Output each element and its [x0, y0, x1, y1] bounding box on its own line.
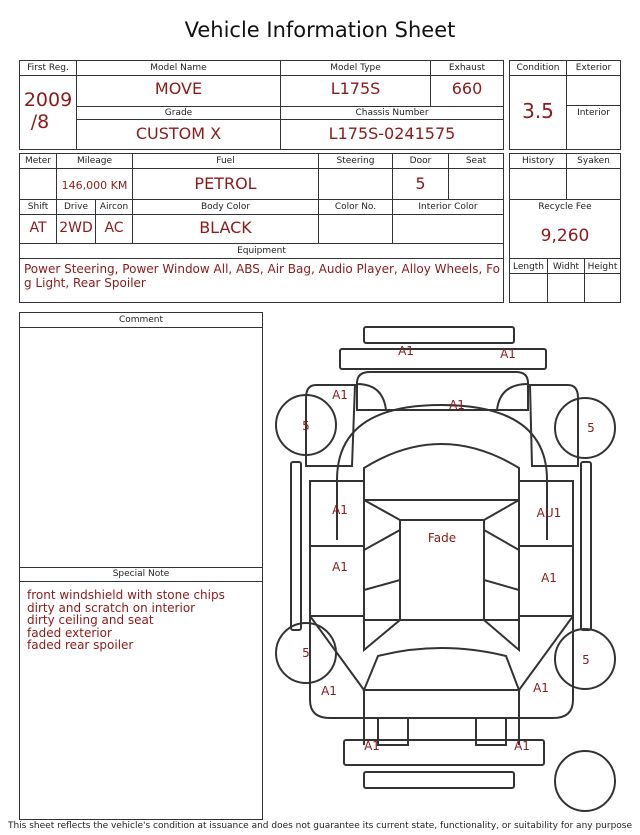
model-name-value: MOVE — [154, 79, 203, 98]
chassis-value: L175S-0241575 — [328, 124, 456, 143]
interior-label: Interior — [577, 108, 610, 118]
comment-panel — [19, 312, 263, 820]
grade-label: Grade — [164, 108, 193, 118]
mark-rear-quarter-right: A1 — [533, 681, 549, 695]
history-label: History — [521, 156, 555, 166]
mileage-label: Mileage — [76, 156, 113, 166]
model-name-label: Model Name — [150, 63, 207, 73]
model-type-value: L175S — [330, 79, 381, 98]
exterior-label: Exterior — [575, 63, 612, 73]
aircon-value: AC — [104, 220, 124, 236]
steering-label: Steering — [336, 156, 375, 166]
history-table — [509, 153, 621, 303]
body-color-value: BLACK — [199, 218, 252, 237]
sheet-title: Vehicle Information Sheet — [184, 18, 456, 42]
comment-label: Comment — [118, 315, 164, 325]
special-note-item: faded rear spoiler — [27, 638, 134, 652]
meter-label: Meter — [24, 156, 52, 166]
special-note-item: dirty and scratch on interior — [27, 600, 196, 615]
door-value: 5 — [415, 174, 426, 193]
mark-rear-bumper-right: A1 — [514, 739, 530, 753]
spec-table — [19, 153, 504, 303]
car-damage-diagram — [262, 320, 640, 820]
special-note-item: faded exterior — [27, 625, 112, 640]
mark-roof: Fade — [427, 531, 457, 545]
mark-front-door-right: AU1 — [536, 506, 562, 520]
mark-hood-left: A1 — [332, 388, 348, 402]
seat-label: Seat — [465, 156, 487, 166]
mark-tire-front-left: 5 — [302, 419, 310, 433]
body-color-label: Body Color — [200, 202, 251, 212]
recycle-fee-value: 9,260 — [540, 226, 590, 246]
equipment-value: Power Steering, Power Window All, ABS, Air Bag, Audio Player, Alloy Wheels, Fog Light, Rear Spoiler — [24, 262, 500, 290]
mileage-value: 146,000 KM — [61, 179, 128, 192]
special-note-item: dirty ceiling and seat — [27, 613, 154, 627]
aircon-label: Aircon — [99, 202, 129, 212]
exhaust-value: 660 — [451, 79, 483, 98]
height-label: Height — [587, 262, 618, 272]
syaken-label: Syaken — [577, 156, 610, 166]
first-reg-month: /8 — [30, 111, 50, 133]
first-reg-year: 2009 — [23, 89, 73, 111]
length-label: Length — [512, 262, 545, 272]
equipment-label: Equipment — [237, 246, 286, 256]
mark-rear-bumper-left: A1 — [364, 739, 380, 753]
interior-color-label: Interior Color — [418, 202, 478, 212]
mark-front-door-left: A1 — [332, 503, 348, 517]
width-label: Widht — [552, 262, 580, 272]
mark-tire-rear-right: 5 — [582, 653, 590, 667]
special-note-item: front windshield with stone chips — [27, 588, 225, 602]
grade-value: CUSTOM X — [135, 124, 222, 143]
model-type-label: Model Type — [330, 63, 381, 73]
mark-hood-center: A1 — [449, 398, 465, 412]
shift-label: Shift — [27, 202, 49, 212]
fuel-label: Fuel — [216, 156, 235, 166]
chassis-label: Chassis Number — [355, 108, 429, 118]
fuel-value: PETROL — [194, 174, 257, 193]
condition-label: Condition — [516, 63, 560, 73]
drive-value: 2WD — [59, 220, 93, 236]
recycle-fee-label: Recycle Fee — [538, 202, 592, 212]
condition-value: 3.5 — [522, 99, 554, 123]
mark-rear-door-right: A1 — [541, 571, 557, 585]
mark-front-bumper-left: A1 — [398, 344, 414, 358]
condition-table — [509, 60, 621, 150]
drive-label: Drive — [64, 202, 88, 212]
disclaimer-footer: This sheet reflects the vehicle's condition at issuance and does not guarantee its current state, functionality, or suitability for any purpose — [7, 821, 633, 831]
shift-value: AT — [29, 220, 47, 236]
special-note-label: Special Note — [112, 569, 170, 579]
special-note-list — [27, 589, 257, 652]
first-reg-label: First Reg. — [27, 63, 69, 73]
mark-rear-quarter-left: A1 — [321, 684, 337, 698]
color-no-label: Color No. — [334, 202, 377, 212]
main-info-table — [19, 60, 504, 150]
mark-rear-door-left: A1 — [332, 560, 348, 574]
door-label: Door — [409, 156, 432, 166]
mark-tire-front-right: 5 — [587, 421, 595, 435]
mark-front-bumper-right: A1 — [500, 347, 516, 361]
exhaust-label: Exhaust — [448, 63, 486, 73]
mark-tire-rear-left: 5 — [302, 646, 310, 660]
